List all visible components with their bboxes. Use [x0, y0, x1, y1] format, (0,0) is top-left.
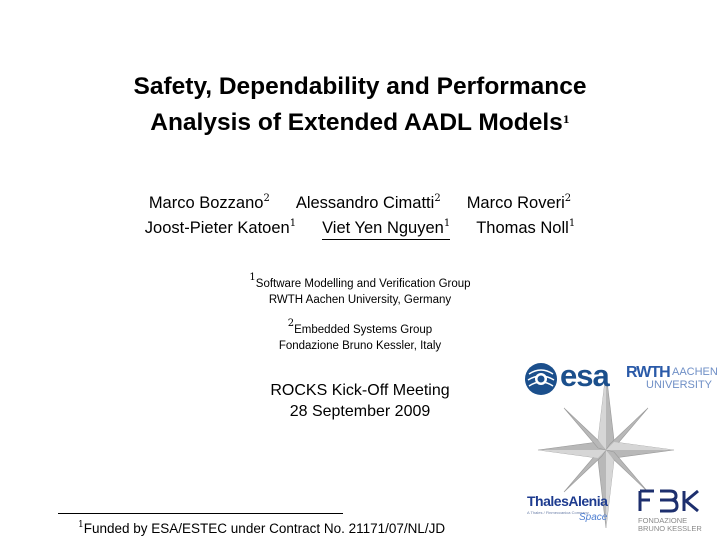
title-line-2 [0, 104, 720, 140]
footnote-mark: 1 [78, 520, 84, 530]
affiliation-1-group: Software Modelling and Verification Group [255, 278, 471, 290]
title-line-1: Safety, Dependability and Performance [133, 73, 587, 100]
author-name: Thomas Noll [476, 219, 569, 237]
rwth-wordmark: RWTH [626, 364, 670, 381]
fbk-text [638, 517, 702, 533]
fbk-logo [634, 489, 714, 535]
affiliation-2-group: Embedded Systems Group [294, 324, 433, 336]
author-affiliation-mark: 2 [263, 193, 270, 204]
affiliation-1-line-1 [0, 270, 720, 292]
fbk-fondazione: FONDAZIONE [638, 516, 688, 525]
fbk-bruno-kessler: BRUNO KESSLER [638, 524, 702, 533]
rwth-university-text: UNIVERSITY [646, 379, 713, 391]
presenting-author [322, 219, 450, 240]
thales-space-text: Space [579, 512, 608, 523]
author-affiliation-mark: 1 [443, 218, 451, 229]
meeting-name: ROCKS Kick-Off Meeting [270, 382, 450, 399]
affiliation-mark: 2 [287, 318, 295, 329]
meeting-info [190, 380, 530, 422]
affiliation-1-institution: RWTH Aachen University, Germany [268, 294, 452, 306]
affiliation-1 [0, 270, 720, 308]
author-name: Joost-Pieter Katoen [144, 219, 290, 237]
thales-alenia-wordmark: ThalesAlenia [527, 493, 608, 509]
esa-globe-icon [524, 362, 558, 396]
meeting-date: 28 September 2009 [289, 403, 431, 420]
author-affiliation-mark: 2 [434, 193, 441, 204]
slide-title [0, 70, 720, 140]
author-name: Alessandro Cimatti [295, 194, 435, 212]
rwth-logo [626, 366, 718, 396]
affiliation-mark: 1 [249, 272, 256, 283]
author-name: Marco Roveri [466, 194, 565, 212]
author-name: Marco Bozzano [148, 194, 264, 212]
footnote-text: Funded by ESA/ESTEC under Contract No. 21171/07/NL/JD [83, 521, 446, 536]
author-affiliation-mark: 1 [289, 218, 297, 229]
thales-tagline: A Thales / Finmeccanica Company [527, 510, 589, 515]
author-affiliation-mark: 1 [568, 218, 576, 229]
title-line-2-text: Analysis of Extended AADL Models [150, 109, 563, 136]
title-footnote-mark: 1 [562, 115, 570, 126]
rwth-aachen-text: AACHEN [672, 366, 718, 378]
esa-logo [524, 358, 614, 396]
affiliation-2 [0, 316, 720, 354]
affiliation-2-line-1 [0, 316, 720, 338]
esa-wordmark: esa [560, 358, 609, 393]
authors-row-2 [0, 211, 720, 241]
fbk-mark-icon [638, 489, 702, 513]
affiliation-2-institution: Fondazione Bruno Kessler, Italy [278, 340, 442, 352]
thales-alenia-space-logo [527, 493, 612, 529]
author-name: Viet Yen Nguyen [322, 219, 444, 237]
author-affiliation-mark: 2 [564, 193, 572, 204]
footnote-rule [58, 513, 343, 514]
footnote [78, 520, 445, 536]
